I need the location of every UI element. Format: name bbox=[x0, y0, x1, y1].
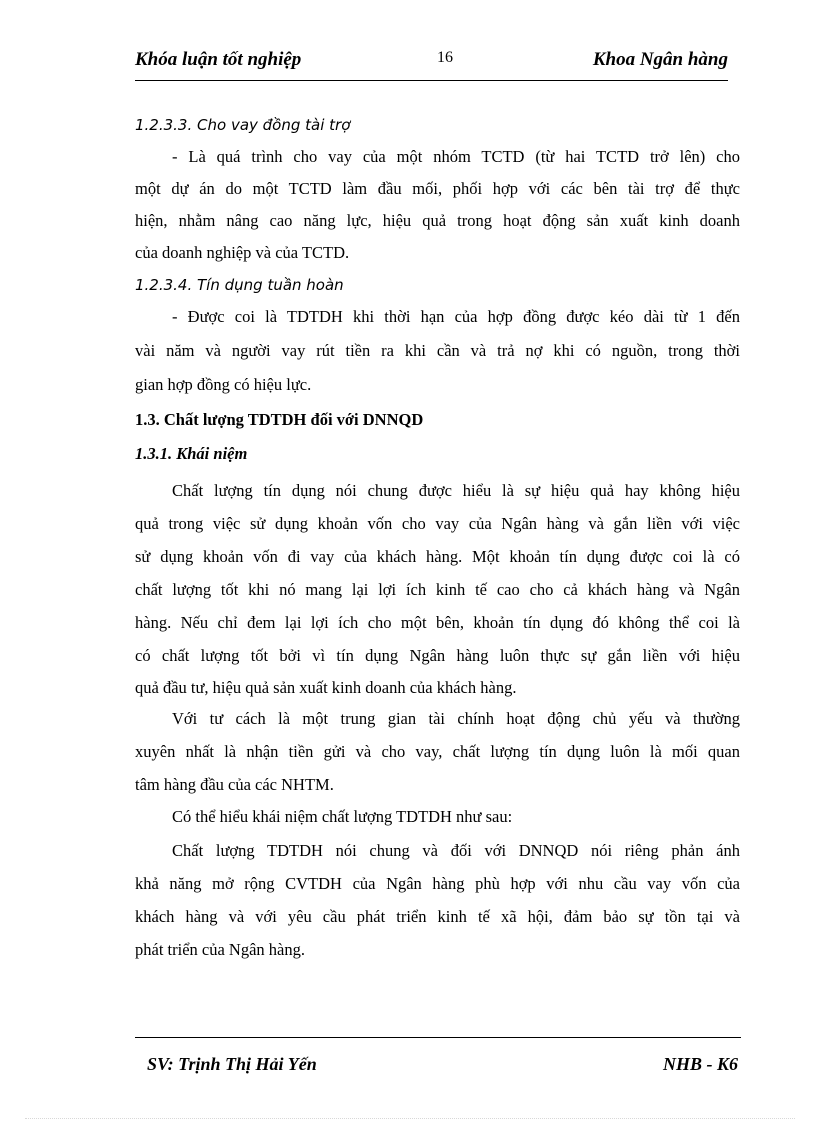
paragraph-line: hiện, nhằm nâng cao năng lực, hiệu quả trong hoạt động sản xuất kinh doanh bbox=[135, 211, 740, 230]
paragraph-line: tâm hàng đầu của các NHTM. bbox=[135, 775, 334, 794]
page-header bbox=[135, 46, 728, 76]
paragraph-line: vài năm và người vay rút tiền ra khi cần và trả nợ khi có nguồn, trong thời bbox=[135, 341, 740, 360]
paragraph-line: có chất lượng tốt bởi vì tín dụng Ngân hàng luôn thực sự gắn liền với hiệu bbox=[135, 646, 740, 665]
paragraph-line: chất lượng tốt khi nó mang lại lợi ích kinh tế cao cho cả khách hàng và Ngân bbox=[135, 580, 740, 599]
paragraph-line: xuyên nhất là nhận tiền gửi và cho vay, chất lượng tín dụng luôn là mối quan bbox=[135, 742, 740, 761]
paragraph-line: phát triển của Ngân hàng. bbox=[135, 940, 305, 959]
paragraph-line: Có thể hiểu khái niệm chất lượng TDTDH như sau: bbox=[172, 807, 513, 826]
paragraph-line: khách hàng và với yêu cầu phát triển kinh tế xã hội, đảm bảo sự tồn tại và bbox=[135, 907, 740, 926]
paragraph-line: khả năng mở rộng CVTDH của Ngân hàng phù hợp với nhu cầu vay vốn của bbox=[135, 874, 740, 893]
subsection-heading-1-2-3-3: 1.2.3.3. Cho vay đồng tài trợ bbox=[135, 116, 351, 134]
paragraph-line: một dự án do một TCTD làm đầu mối, phối hợp với các bên tài trợ để thực bbox=[135, 179, 740, 198]
section-heading-1-3-1: 1.3.1. Khái niệm bbox=[135, 444, 248, 463]
paragraph-line: hàng. Nếu chỉ đem lại lợi ích cho một bên, khoản tín dụng đó không thể coi là bbox=[135, 613, 740, 632]
paragraph-line: của doanh nghiệp và của TCTD. bbox=[135, 243, 350, 262]
section-heading-1-3: 1.3. Chất lượng TDTDH đối với DNNQD bbox=[135, 410, 424, 429]
subsection-heading-1-2-3-4: 1.2.3.4. Tín dụng tuần hoàn bbox=[135, 276, 344, 294]
paragraph-line: Chất lượng TDTDH nói chung và đối với DNNQD nói riêng phản ánh bbox=[172, 841, 740, 860]
header-faculty: Khoa Ngân hàng bbox=[592, 49, 728, 70]
paragraph-line: - Được coi là TDTDH khi thời hạn của hợp đồng được kéo dài từ 1 đến bbox=[172, 307, 740, 326]
footer-student-name: SV: Trịnh Thị Hải Yến bbox=[147, 1054, 317, 1074]
paragraph-line: quả trong việc sử dụng khoản vốn cho vay của Ngân hàng và gắn liền với việc bbox=[135, 514, 740, 533]
paragraph-line: Chất lượng tín dụng nói chung được hiểu là sự hiệu quả hay không hiệu bbox=[172, 481, 740, 500]
paragraph-line: gian hợp đồng có hiệu lực. bbox=[135, 375, 312, 394]
paragraph-line: sử dụng khoản vốn đi vay của khách hàng. Một khoản tín dụng được coi là có bbox=[135, 547, 740, 566]
paragraph-line: - Là quá trình cho vay của một nhóm TCTD (từ hai TCTD trở lên) cho bbox=[172, 147, 740, 166]
header-divider bbox=[135, 80, 728, 81]
paragraph-line: Với tư cách là một trung gian tài chính hoạt động chủ yếu và thường bbox=[172, 709, 740, 728]
page-number: 16 bbox=[437, 49, 453, 66]
footer-class-code: NHB - K6 bbox=[662, 1054, 738, 1074]
page-bottom-border bbox=[25, 1118, 795, 1119]
header-thesis-title: Khóa luận tốt nghiệp bbox=[135, 49, 302, 70]
footer-divider bbox=[135, 1037, 741, 1038]
paragraph-line: quả đầu tư, hiệu quả sản xuất kinh doanh của khách hàng. bbox=[135, 678, 517, 697]
